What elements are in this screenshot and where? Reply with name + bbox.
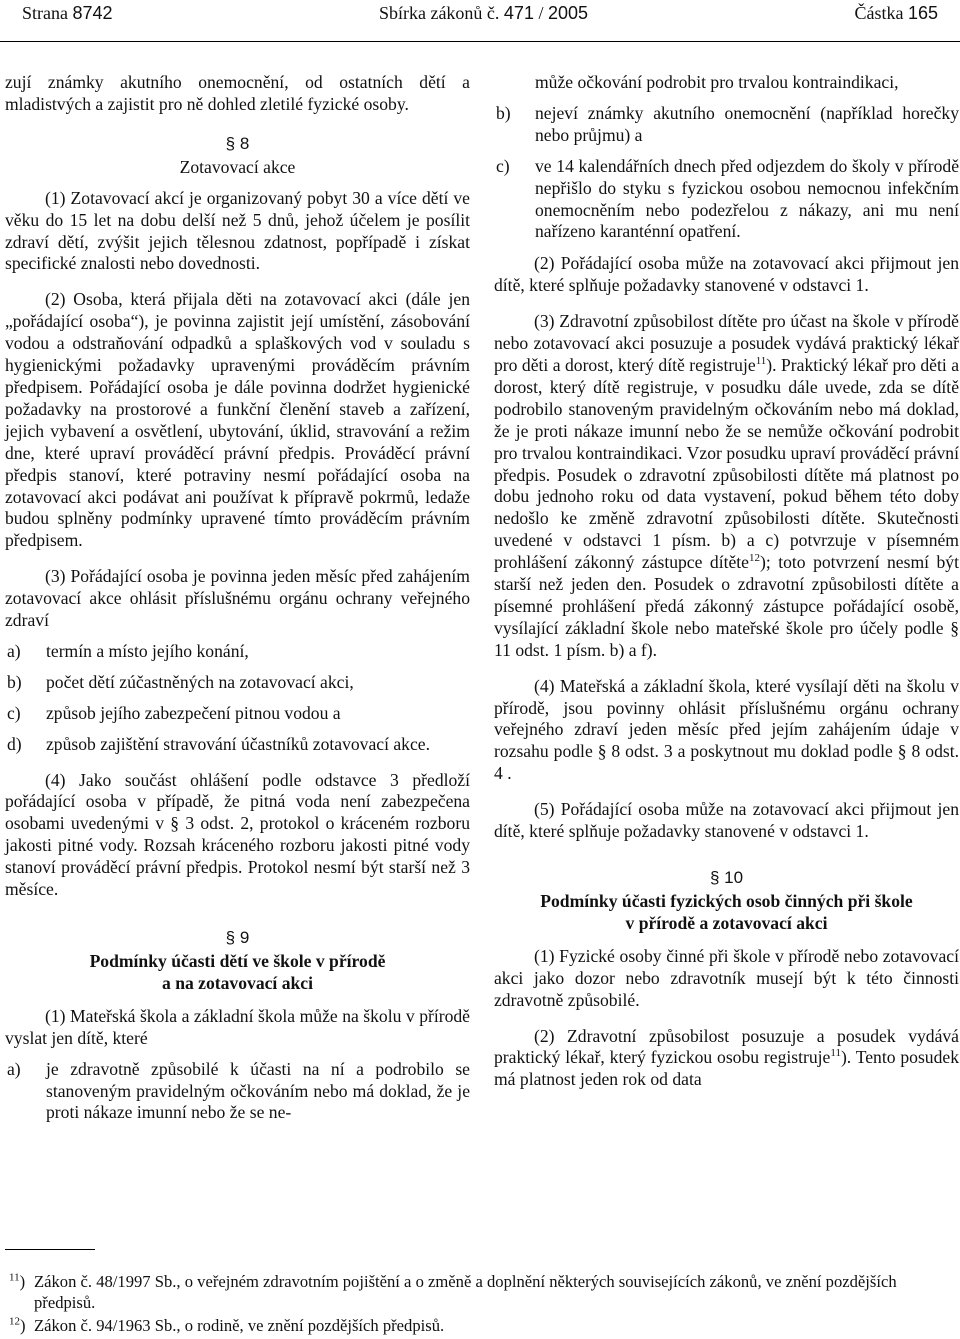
section-heading: Podmínky účasti dětí ve škole v přírodě a na zotavovací akci [89, 951, 386, 993]
part-number: Částka 165 [854, 3, 938, 23]
footnote-rule [5, 1249, 95, 1250]
left-column [5, 72, 470, 1124]
paragraph: (5) Pořádající osoba může na zotavovací akci přijmout jen dítě, které splňuje požadavky stanovené v odstavci 1. [494, 799, 959, 842]
list-item: b) počet dětí zúčastněných na zotavovací akci, [7, 671, 354, 692]
section-symbol: § 8 [225, 133, 250, 153]
footnote-ref[interactable]: 11 [830, 1047, 841, 1060]
footnote: $^{11}$) Zákon č. 48/1997 Sb., o veřejném zdravotním pojištění a o změně a doplnění některých souvisejících zákonů, ve znění pozdějších předpisů. [9, 1271, 897, 1312]
page-header [22, 3, 938, 27]
list-item: c) způsob jejího zabezpečení pitnou vodou a [7, 702, 341, 723]
paragraph: (2) Osoba, která přijala děti na zotavovací akci (dále jen „pořádající osoba“), je povinna zajistit její umístění, zásobování vodou a odstraňování odpadků a splaškových vod v souladu s hygienickými požadavky upravenými prováděcím právním předpisem. Pořádající osoba je dále povinna dodržet hygienické požadavky na prostorové a funkční členění staveb a zařízení, jejich vybavení a osvětlení, ubytování, úklid, stravování a režim dne, které upraví prováděcí právní předpis. Prováděcí právní předpis stanoví, které potraviny nesmí pořádající osoba na zotavovací akci podávat ani používat k přípravě pokrmů, ledaže budou splněny podmínky upravené tímto prováděcím právním předpisem. [5, 289, 470, 551]
paragraph: (1) Fyzické osoby činné při škole v přírodě nebo zotavovací akci jako dozor nebo zdravotník musejí být k této činnosti zdravotně způsobilé. [494, 945, 959, 1010]
paragraph: (3) Zdravotní způsobilost dítěte pro účast na škole v přírodě nebo zotavovací akci posuzuje a posudek vydává praktický lékař pro děti a dorost, který dítě registruje$^{11}$). Praktický lékař pro děti a dorost, který dítě registruje, v posudku dále uvede, zda se dítě podrobilo stanoveným pravidelným očkováním nebo má doklad, že je proti nákaze imunní nebo že se nemůže očkování podrobit pro trvalou kontraindikaci. Vzor posudku upraví prováděcí právní předpis. Posudek o zdravotní způsobilosti dítěte má platnost po dobu jednoho roku od data vystavení, pokud během této doby nedošlo ke změně zdravotní způsobilosti dítěte. Skutečnosti uvedené v odstavci 1 písm. b) a c) potvrzuje v písemném prohlášení zákonný zástupce dítěte$^{12}$); toto potvrzení nesmí být starší než jeden den. Posudek o zdravotní způsobilosti dítěte a písemné prohlášení předá zákonný zástupce pořádající osobě, vysílající základní škole nebo mateřské škole pro účely podle § 11 odst. 1 písm. b) a f). [494, 311, 960, 660]
list-item: c) ve 14 kalendářních dnech před odjezdem do školy v přírodě nepřišlo do styku s fyzickou osobou nemocnou infekčním onemocněním nebo podezřelou z nákazy, ani mu není nařízeno karanténní opatření. [496, 155, 959, 242]
list-item: a) je zdravotně způsobilé k účasti na ní a podrobilo se stanoveným pravidelným očkováním nebo má doklad, že je proti nákaze imunní nebo že se ne- [7, 1058, 470, 1123]
section-symbol: § 10 [709, 868, 744, 887]
list-item: a) termín a místo jejího konání, [7, 640, 249, 661]
footnote-ref[interactable]: 11 [755, 355, 767, 368]
footnote: $^{12}$) Zákon č. 94/1963 Sb., o rodině, ve znění pozdějších předpisů. [9, 1315, 445, 1335]
list-item: b) nejeví známky akutního onemocnění (například horečky nebo průjmu) a [496, 102, 959, 145]
section-heading: Zotavovací akce [179, 156, 296, 177]
paragraph: může očkování podrobit pro trvalou kontraindikaci, [535, 72, 899, 92]
collection-title: Sbírka zákonů č. 471 / 2005 [378, 3, 589, 23]
list-item: d) způsob zajištění stravování účastníků zotavovací akce. [7, 733, 430, 754]
header-rule [0, 41, 960, 42]
page-number: Strana 8742 [22, 3, 113, 23]
paragraph: (4) Mateřská a základní škola, které vysílají děti na školu v přírodě, jsou povinny ohlásit příslušnému orgánu ochrany veřejného zdraví jeden měsíc před jejím zahájením údaje v rozsahu podle § 8 odst. 3 a poskytnout mu doklad podle § 8 odst. 4 . [494, 675, 959, 784]
paragraph: (2) Pořádající osoba může na zotavovací akci přijmout jen dítě, které splňuje požadavky stanovené v odstavci 1. [494, 253, 959, 296]
section-symbol: § 9 [225, 928, 250, 947]
footnote-ref[interactable]: 12 [748, 552, 760, 565]
paragraph: zují známky akutního onemocnění, od ostatních dětí a mladistvých a zajistit pro ně dohled zletilé fyzické osoby. [5, 72, 470, 114]
paragraph: (1) Zotavovací akcí je organizovaný pobyt 30 a více dětí ve věku do 15 let na dobu delší než 5 dnů, jehož účelem je posílit zdraví dětí, zvýšit jejich tělesnou zdatnost, popřípadě i získat specifické znalosti nebo dovednosti. [5, 187, 470, 274]
paragraph: (2) Zdravotní způsobilost posuzuje a posudek vydává praktický lékař, který fyzickou osobu registruje$^{11}$). Tento posudek má platnost jeden rok od data [494, 1025, 960, 1090]
paragraph: (3) Pořádající osoba je povinna jeden měsíc před zahájením zotavovací akce ohlásit příslušnému orgánu ochrany veřejného zdraví [5, 566, 470, 631]
paragraph: (4) Jako součást ohlášení podle odstavce 3 předloží pořádající osoba v případě, že pitná voda není zabezpečena osobami uvedenými v § 3 odst. 2, protokol o kráceném rozboru jakosti pitné vody. Rozsah kráceného rozboru jakosti pitné vody stanoví prováděcí právní předpis. Protokol nesmí být starší než 3 měsíce. [5, 769, 470, 900]
section-heading: Podmínky účasti fyzických osob činných při škole v přírodě a zotavovací akci [540, 891, 913, 933]
paragraph: (1) Mateřská škola a základní škola může na školu v přírodě vyslat jen dítě, které [5, 1005, 470, 1048]
right-column [494, 72, 959, 1091]
